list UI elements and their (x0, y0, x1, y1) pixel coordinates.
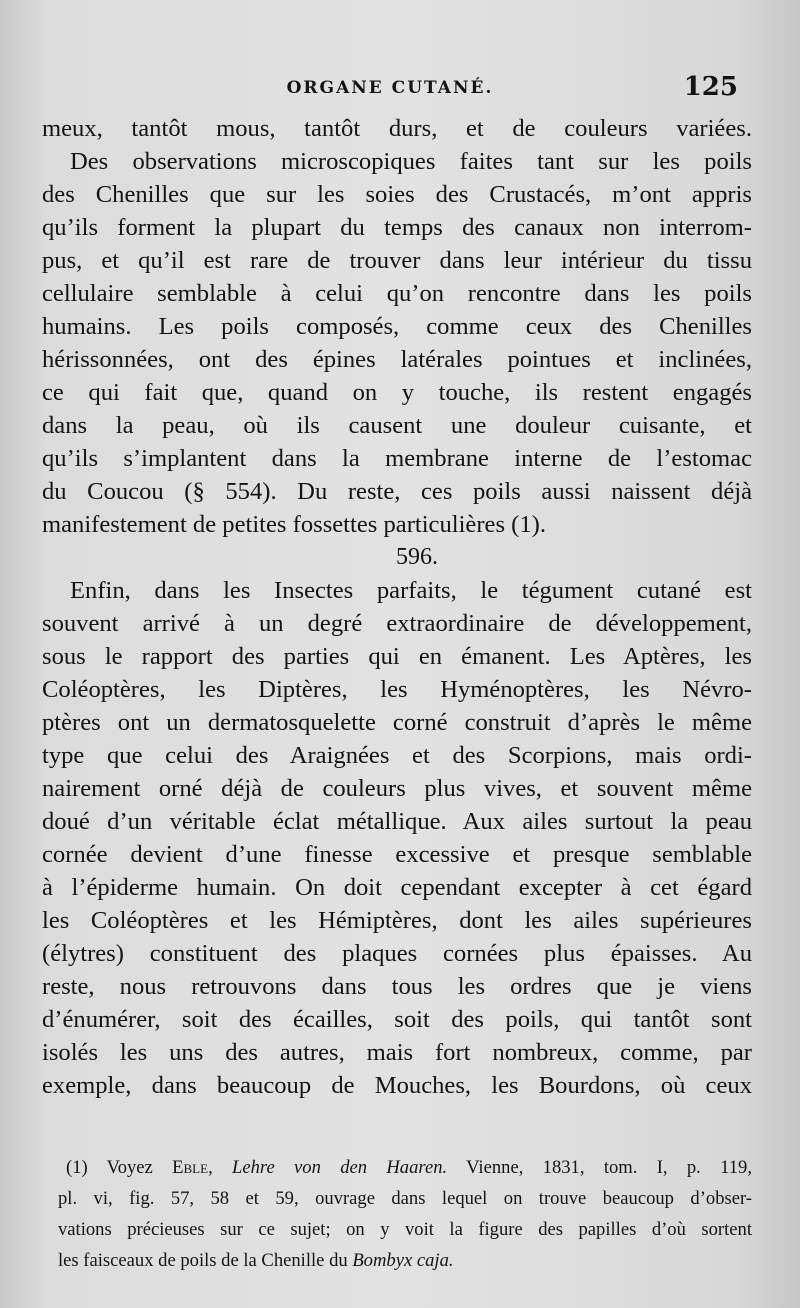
text-line: exemple, dans beaucoup de Mouches, les Bourdons, où ceux (42, 1072, 752, 1099)
footnote-line: (1) Voyez Eble, Lehre von den Haaren. Vienne, 1831, tom. I, p. 119, (66, 1157, 752, 1178)
text-line: sous le rapport des parties qui en émanent. Les Aptères, les (42, 643, 752, 670)
footnote-title: Lehre von den Haaren. (232, 1157, 448, 1178)
text-line: type que celui des Araignées et des Scorpions, mais ordi- (42, 742, 752, 769)
running-title: ORGANE CUTANÉ. (286, 78, 494, 98)
footnote-author: Eble (172, 1157, 209, 1178)
footnote-marker: (1) (66, 1157, 88, 1178)
text-line: nairement orné déjà de couleurs plus vives, et souvent même (42, 775, 752, 802)
main-text (42, 112, 752, 1102)
text-line: qu’ils forment la plupart du temps des canaux non interrom- (42, 214, 752, 241)
footnote-line: pl. vi, fig. 57, 58 et 59, ouvrage dans lequel on trouve beaucoup d’obser- (58, 1188, 752, 1209)
text-line: cellulaire semblable à celui qu’on rencontre dans les poils (42, 280, 752, 307)
footnote-line: vations précieuses sur ce sujet; on y voit la figure des papilles d’où sortent (58, 1219, 752, 1240)
text-line: pus, et qu’il est rare de trouver dans leur intérieur du tissu (42, 247, 752, 274)
text-line: souvent arrivé à un degré extraordinaire de développement, (42, 610, 752, 637)
text-line: meux, tantôt mous, tantôt durs, et de couleurs variées. (42, 115, 752, 142)
page-number: 125 (683, 72, 738, 102)
text-line: doué d’un véritable éclat métallique. Aux ailes surtout la peau (42, 808, 752, 835)
text-line: ptères ont un dermatosquelette corné construit d’après le même (42, 709, 752, 736)
text-line: d’énumérer, soit des écailles, soit des poils, qui tantôt sont (42, 1006, 752, 1033)
text-line: à l’épiderme humain. On doit cependant excepter à cet égard (42, 874, 752, 901)
footnote-text: les faisceaux de poils de la Chenille du (58, 1250, 348, 1271)
text-line: dans la peau, où ils causent une douleur cuisante, et (42, 412, 752, 439)
text-line: des Chenilles que sur les soies des Crustacés, m’ont appris (42, 181, 752, 208)
footnote-species: Bombyx caja. (352, 1250, 454, 1271)
footnote-voyez: Voyez (106, 1157, 153, 1178)
text-line: cornée devient d’une finesse excessive et presque semblable (42, 841, 752, 868)
text-line: qu’ils s’implantent dans la membrane interne de l’estomac (42, 445, 752, 472)
text-line: les Coléoptères et les Hémiptères, dont les ailes supérieures (42, 907, 752, 934)
page-header (42, 72, 738, 106)
text-line: isolés les uns des autres, mais fort nombreux, comme, par (42, 1039, 752, 1066)
footnote (58, 1152, 752, 1276)
footnote-line (58, 1245, 752, 1276)
text-line: (élytres) constituent des plaques cornées plus épaisses. Au (42, 940, 752, 967)
text-line: Coléoptères, les Diptères, les Hyménoptères, les Névro- (42, 676, 752, 703)
text-line: ce qui fait que, quand on y touche, ils restent engagés (42, 379, 752, 406)
section-number: 596. (396, 544, 438, 570)
text-line: Enfin, dans les Insectes parfaits, le tégument cutané est (70, 577, 752, 604)
text-line: reste, nous retrouvons dans tous les ordres que je viens (42, 973, 752, 1000)
text-line: Des observations microscopiques faites tant sur les poils (70, 148, 752, 175)
text-line: hérissonnées, ont des épines latérales pointues et inclinées, (42, 346, 752, 373)
footnote-publication: Vienne, 1831, tom. I, p. 119, (466, 1157, 752, 1178)
text-line: manifestement de petites fossettes particulières (1). (42, 511, 546, 538)
text-line: du Coucou (§ 554). Du reste, ces poils aussi naissent déjà (42, 478, 752, 505)
text-line: humains. Les poils composés, comme ceux des Chenilles (42, 313, 752, 340)
